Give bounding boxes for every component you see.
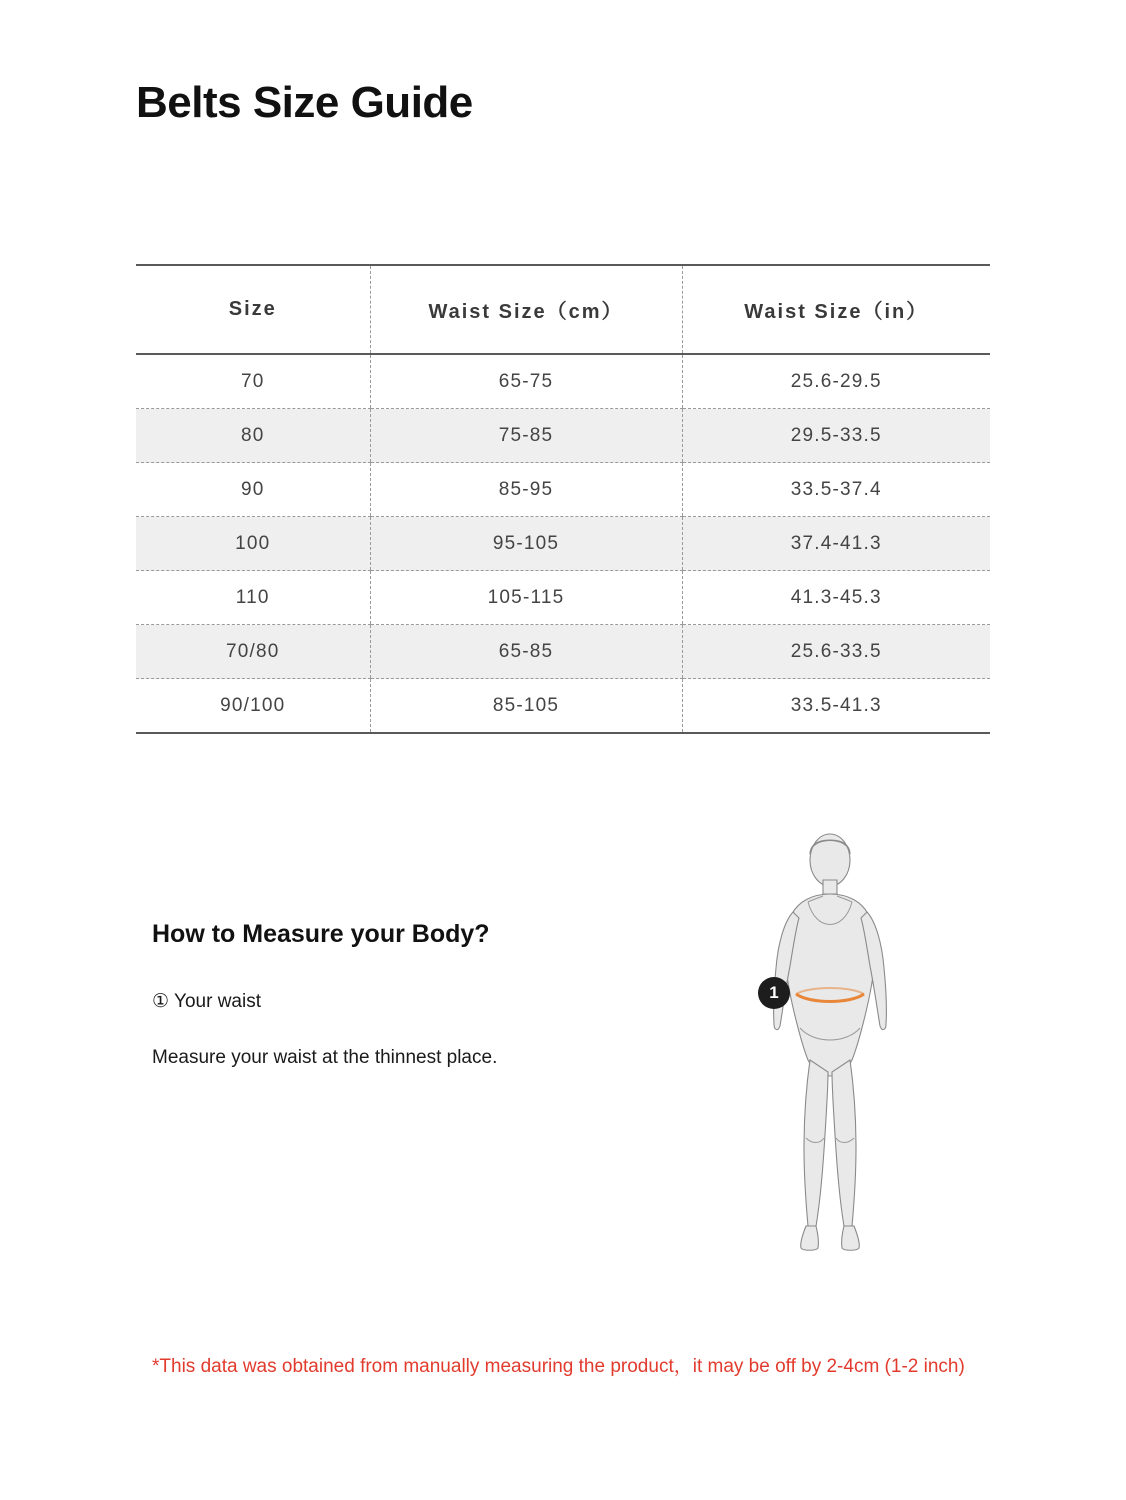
cell-waist-cm: 75-85 <box>370 409 682 463</box>
table-row <box>136 463 990 517</box>
cell-size: 90/100 <box>136 679 370 734</box>
column-header-waist-in: Waist Size（in） <box>682 265 990 354</box>
cell-waist-in: 25.6-29.5 <box>682 354 990 409</box>
column-header-waist-cm: Waist Size（cm） <box>370 265 682 354</box>
cell-size: 90 <box>136 463 370 517</box>
cell-size: 80 <box>136 409 370 463</box>
cell-waist-cm: 85-95 <box>370 463 682 517</box>
cell-size: 110 <box>136 571 370 625</box>
measure-step-1 <box>152 990 261 1013</box>
cell-waist-cm: 65-75 <box>370 354 682 409</box>
table-body <box>136 354 990 733</box>
cell-waist-cm: 105-115 <box>370 571 682 625</box>
table-row <box>136 571 990 625</box>
table-row <box>136 409 990 463</box>
cell-waist-cm: 95-105 <box>370 517 682 571</box>
how-to-measure-heading: How to Measure your Body? <box>152 920 490 948</box>
table-row <box>136 679 990 734</box>
cell-waist-cm: 85-105 <box>370 679 682 734</box>
cell-waist-in: 41.3-45.3 <box>682 571 990 625</box>
cell-waist-in: 25.6-33.5 <box>682 625 990 679</box>
table-row <box>136 354 990 409</box>
cell-waist-in: 29.5-33.5 <box>682 409 990 463</box>
measure-step-1-description: Measure your waist at the thinnest place. <box>152 1047 498 1068</box>
page-title: Belts Size Guide <box>136 78 473 127</box>
waist-marker-badge: 1 <box>758 977 790 1009</box>
column-header-size: Size <box>136 265 370 354</box>
footnote-disclaimer: *This data was obtained from manually measuring the product，it may be off by 2-4cm (1-2 inch) <box>152 1356 965 1377</box>
table-row <box>136 625 990 679</box>
cell-waist-in: 37.4-41.3 <box>682 517 990 571</box>
cell-waist-in: 33.5-37.4 <box>682 463 990 517</box>
cell-size: 70 <box>136 354 370 409</box>
cell-waist-cm: 65-85 <box>370 625 682 679</box>
cell-waist-in: 33.5-41.3 <box>682 679 990 734</box>
body-figure-illustration <box>700 828 960 1268</box>
table-header-row <box>136 265 990 354</box>
size-chart-table <box>136 264 990 734</box>
circled-number-icon: ① <box>152 991 170 1012</box>
table-row <box>136 517 990 571</box>
measure-step-1-label: Your waist <box>174 991 262 1012</box>
table-header <box>136 265 990 354</box>
cell-size: 100 <box>136 517 370 571</box>
cell-size: 70/80 <box>136 625 370 679</box>
